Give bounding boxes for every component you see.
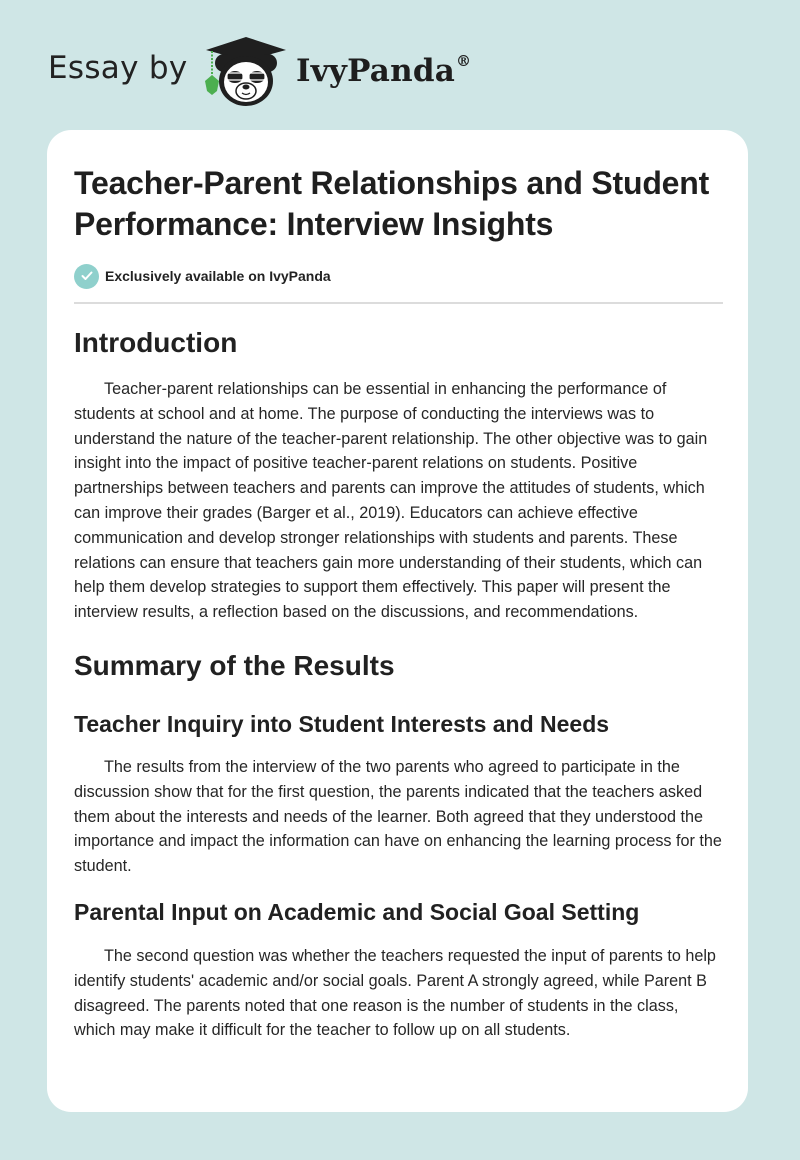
brand-logo-text[interactable] [296, 53, 471, 89]
subsection-heading-parental-input: Parental Input on Academic and Social Goal Setting [74, 898, 640, 925]
brand-name: IvyPanda [296, 53, 455, 89]
parental-input-paragraph: The second question was whether the teachers requested the input of parents to help identify students' academic and/or social goals. Parent A strongly agreed, while Parent B disagreed. The parents noted that one reason is the number of students in the class, which may make it difficult for the teacher to follow up on all students. [74, 946, 716, 1040]
site-header [0, 0, 800, 130]
title-divider [74, 302, 723, 304]
essay-content [74, 163, 724, 1043]
page-title: Teacher-Parent Relationships and Student Performance: Interview Insights [74, 165, 710, 242]
panda-graduation-cap-icon[interactable] [200, 33, 292, 109]
introduction-paragraph: Teacher-parent relationships can be essential in enhancing the performance of students at school and at home. The purpose of conducting the interviews was to understand the nature of the teacher-parent relationship. The other objective was to gain insight into the impact of positive teacher-parent relations on students. Positive partnerships between teachers and parents can improve the attitudes of students, which can improve their grades (Barger et al., 2019). Educators can achieve effective communication and develop stronger relationships with students and parents. These relations can ensure that teachers gain more understanding of their students, which can help them develop strategies to support them effectively. This paper will present the interview results, a reflection based on the discussions, and recommendations. [74, 380, 708, 622]
check-circle-icon [74, 264, 99, 289]
section-heading-introduction: Introduction [74, 327, 238, 358]
section-heading-summary: Summary of the Results [74, 649, 395, 681]
subsection-heading-teacher-inquiry: Teacher Inquiry into Student Interests and Needs [74, 710, 610, 737]
essay-card [47, 130, 748, 1112]
registered-mark: ® [456, 51, 472, 70]
teacher-inquiry-paragraph: The results from the interview of the two parents who agreed to participate in the discussion show that for the first question, the parents indicated that the teachers asked them about the interests and needs of the learner. Both agreed that they understood the importance and impact the information can have on enhancing the learning process for the student. [74, 757, 722, 876]
exclusive-label: Exclusively available on IvyPanda [105, 268, 331, 284]
exclusive-badge [74, 263, 724, 289]
essay-by-label: Essay by [48, 50, 188, 86]
